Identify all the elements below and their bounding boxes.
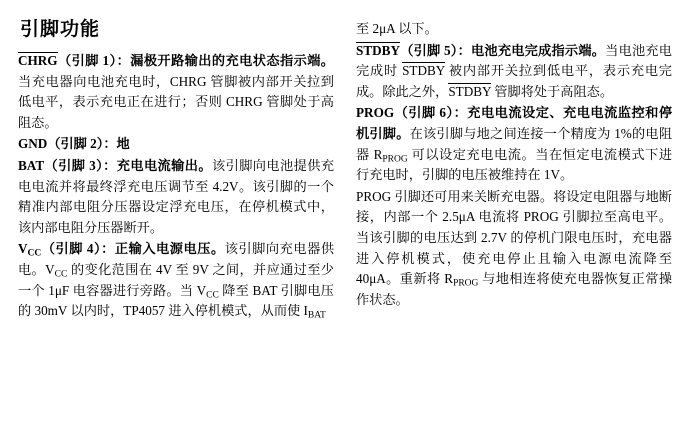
body-bat: 该引脚向电池提供充电电流并将最终浮充电压调节至 4.2V。该引脚的一个精准内部电阻分压器设定浮充电压，在停机模式中，该内部电阻分压器断开。 — [18, 157, 335, 235]
paragraph-vcc — [18, 239, 334, 321]
body-prog-b: 可以设定充电电流。当在恒定电流模式下进行充电时，引脚的电压被维持在 1V。 — [356, 146, 673, 183]
head-vcc: ：正输入电源电压。 — [101, 241, 225, 257]
body-vcc-sub-1: CC — [54, 269, 68, 280]
pin-prog: （引脚 6） — [394, 105, 454, 121]
body-prog2-b: 与地相连将使充电器恢复正常操作状态。 — [356, 271, 673, 307]
body-stdby-a: 当电池充电完成时 — [356, 42, 672, 79]
body-stdby-b: 被内部开关拉到低电平，表示充电完成。除此之外， — [356, 63, 672, 99]
body-prog2-sub: PROG — [453, 278, 479, 289]
left-column — [18, 51, 334, 323]
body-vcc-sub-2: CC — [206, 289, 219, 300]
pin-gnd: （引脚 2） — [47, 136, 104, 152]
term-vcc: V — [18, 241, 28, 257]
inline-term-stdby-2: STDBY — [448, 83, 492, 99]
vcc-continuation-text: 至 2μA 以下。 — [356, 21, 438, 36]
paragraph-prog-shutdown — [356, 187, 672, 311]
head-prog: ：充电电流设定、充电电流监控和停机引脚。 — [356, 105, 673, 141]
body-vcc-b: 的变化范围在 4V 至 9V 之间，并应通过至少一个 1μF 电容器进行旁路。当 V — [18, 261, 334, 298]
pin-chrg: （引脚 1） — [57, 53, 117, 68]
inline-term-stdby-1: STDBY — [402, 63, 445, 79]
head-stdby: ：电池充电完成指示端。 — [457, 42, 606, 58]
term-stdby: STDBY — [356, 42, 400, 58]
paragraph-gnd — [18, 134, 334, 155]
body-prog-a: 在该引脚与地之间连接一个精度为 1%的电阻器 R — [356, 125, 673, 162]
pin-bat: （引脚 3） — [44, 157, 104, 173]
term-vcc-subscript: CC — [27, 248, 42, 259]
body-prog2-a: PROG 引脚还可用来关断充电器。将设定电阻器与地断接，内部一个 2.5μA 电流将 PROG 引脚拉至高电平。当该引脚的电压达到 2.7V 的停机门限电压时，充电器进入停机模式，使充电停止且输入电源电流降至 40μA。重新将 R — [356, 188, 672, 287]
body-chrg: 当充电器向电池充电时，CHRG 管脚被内部开关拉到低电平，表示充电正在进行；否则 CHRG 管脚处于高阻态。 — [18, 73, 334, 130]
paragraph-prog — [356, 103, 672, 185]
page-title: 引脚功能 — [20, 19, 101, 40]
paragraph-chrg — [18, 51, 334, 133]
term-prog: PROG — [356, 105, 395, 121]
term-gnd: GND — [18, 136, 48, 152]
body-prog-sub-1: PROG — [382, 153, 408, 164]
pin-vcc: （引脚 4） — [41, 241, 102, 257]
right-column — [356, 19, 672, 311]
term-chrg: CHRG — [18, 53, 58, 68]
body-vcc-c: 降至 BAT 引脚电压的 30mV 以内时，TP4057 进入停机模式，从而使 I — [18, 282, 334, 319]
term-bat: BAT — [18, 157, 45, 173]
head-bat: ：充电电流输出。 — [103, 157, 212, 173]
paragraph-vcc-continuation — [356, 19, 672, 40]
pin-stdby: （引脚 5） — [399, 42, 458, 58]
body-stdby-c: 管脚将处于高阻态。 — [491, 83, 614, 99]
paragraph-bat — [18, 156, 334, 238]
paragraph-stdby — [356, 41, 672, 103]
head-chrg: ：漏极开路输出的充电状态指示端。 — [116, 53, 334, 68]
body-vcc-sub-3: BAT — [307, 310, 326, 321]
head-gnd: ：地 — [103, 136, 130, 152]
body-vcc-a: 该引脚向充电器供电。V — [18, 241, 335, 277]
